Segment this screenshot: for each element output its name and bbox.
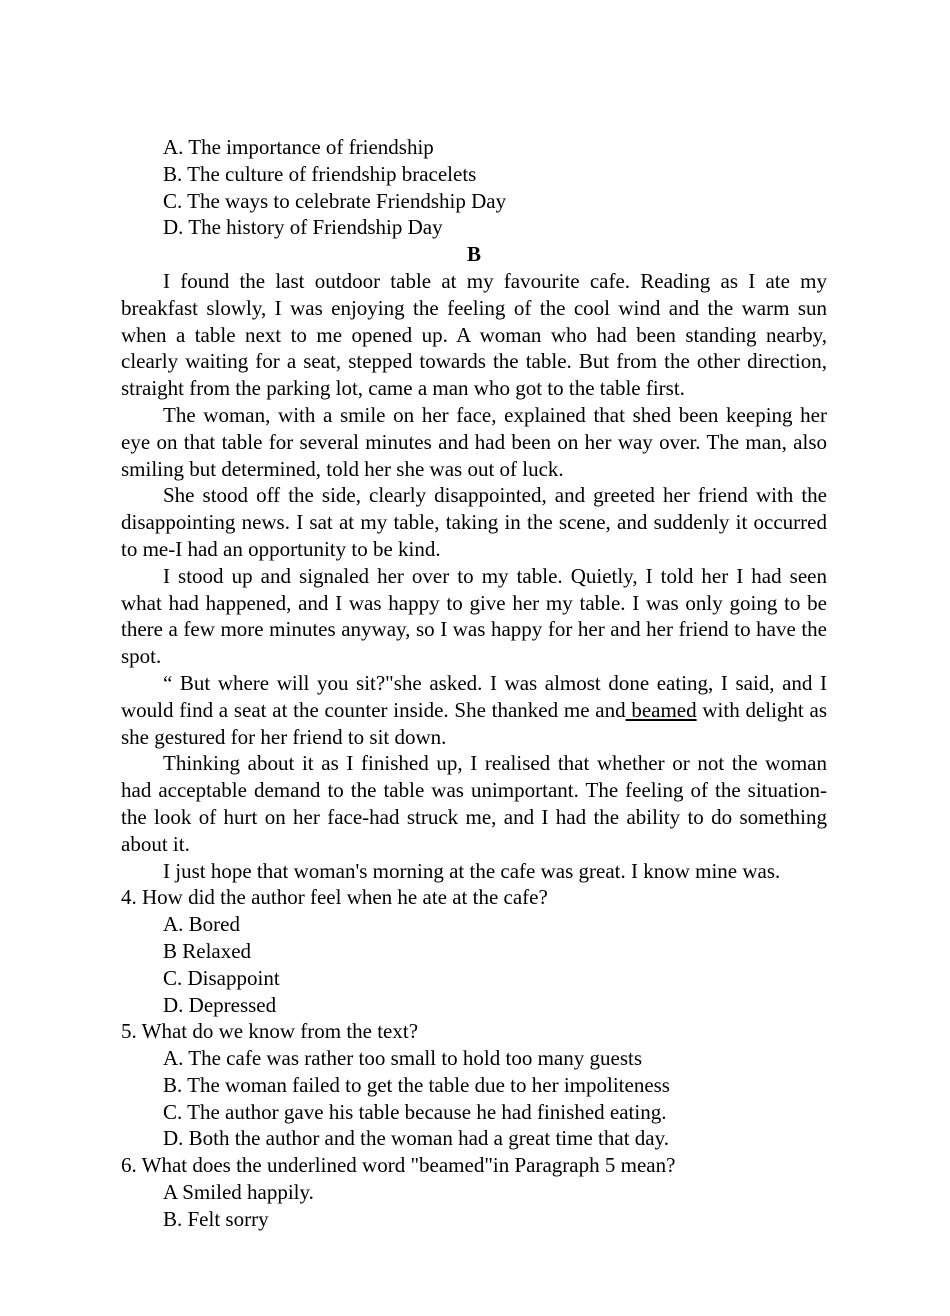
question-5-option-c: C. The author gave his table because he had finished eating. [163, 1099, 667, 1124]
question-4-option-d: D. Depressed [163, 992, 277, 1017]
question-5-option-d: D. Both the author and the woman had a great time that day. [163, 1126, 669, 1151]
question-4-option-a: A. Bored [163, 912, 240, 937]
underlined-word-beamed: beamed [625, 697, 697, 722]
question-5-option-a: A. The cafe was rather too small to hold too many guests [163, 1046, 643, 1071]
paragraph-5-text-pre: “ But where will you sit?"she asked. I was almost done eating, I said, and I would find a seat at the counter inside. She thanked me and [121, 670, 827, 722]
question-6-option-b: B. Felt sorry [163, 1206, 269, 1231]
question-6-option-a: A Smiled happily. [163, 1180, 314, 1205]
question-4-option-c: C. Disappoint [163, 965, 280, 990]
document-content [121, 134, 827, 1233]
passage-paragraph-4: I stood up and signaled her over to my table. Quietly, I told her I had seen what had happened, and I was happy to give her my table. I was only going to be there a few more minutes anyway, so I was happy for her and her friend to have the spot. [121, 563, 827, 669]
intro-option-d: D. The history of Friendship Day [163, 215, 443, 240]
intro-option-b: B. The culture of friendship bracelets [163, 161, 477, 186]
passage-paragraph-6: Thinking about it as I finished up, I realised that whether or not the woman had acceptable demand to the table was unimportant. The feeling of the situation-the look of hurt on her face-had struck me, and I had the ability to do something about it. [121, 751, 827, 856]
intro-option-a: A. The importance of friendship [163, 135, 434, 159]
question-5-option-b: B. The woman failed to get the table due to her impoliteness [163, 1072, 670, 1097]
question-5-stem: 5. What do we know from the text? [121, 1019, 419, 1044]
passage-paragraph-2: The woman, with a smile on her face, explained that shed been keeping her eye on that table for several minutes and had been on her way over. The man, also smiling but determined, told her she was out of luck. [121, 402, 827, 481]
question-4-stem: 4. How did the author feel when he ate at the cafe? [121, 885, 548, 910]
intro-option-c: C. The ways to celebrate Friendship Day [163, 188, 507, 213]
passage-paragraph-5 [121, 670, 827, 750]
paragraph-5-text-post: with delight as she gestured for her friend to sit down. [121, 697, 827, 749]
passage-paragraph-7: I just hope that woman's morning at the cafe was great. I know mine was. [163, 858, 781, 883]
question-4-option-b: B Relaxed [163, 938, 252, 963]
passage-section-heading: B [466, 242, 481, 267]
passage-paragraph-1: I found the last outdoor table at my favourite cafe. Reading as I ate my breakfast slowly, I was enjoying the feeling of the cool wind and the warm sun when a table next to me opened up. A woman who had been standing nearby, clearly waiting for a seat, stepped towards the table. But from the other direction, straight from the parking lot, came a man who got to the table first. [121, 268, 827, 401]
passage-paragraph-3: She stood off the side, clearly disappointed, and greeted her friend with the disappointing news. I sat at my table, taking in the scene, and suddenly it occurred to me-I had an opportunity to be kind. [121, 483, 827, 561]
question-6-stem: 6. What does the underlined word "beamed"in Paragraph 5 mean? [121, 1153, 676, 1178]
